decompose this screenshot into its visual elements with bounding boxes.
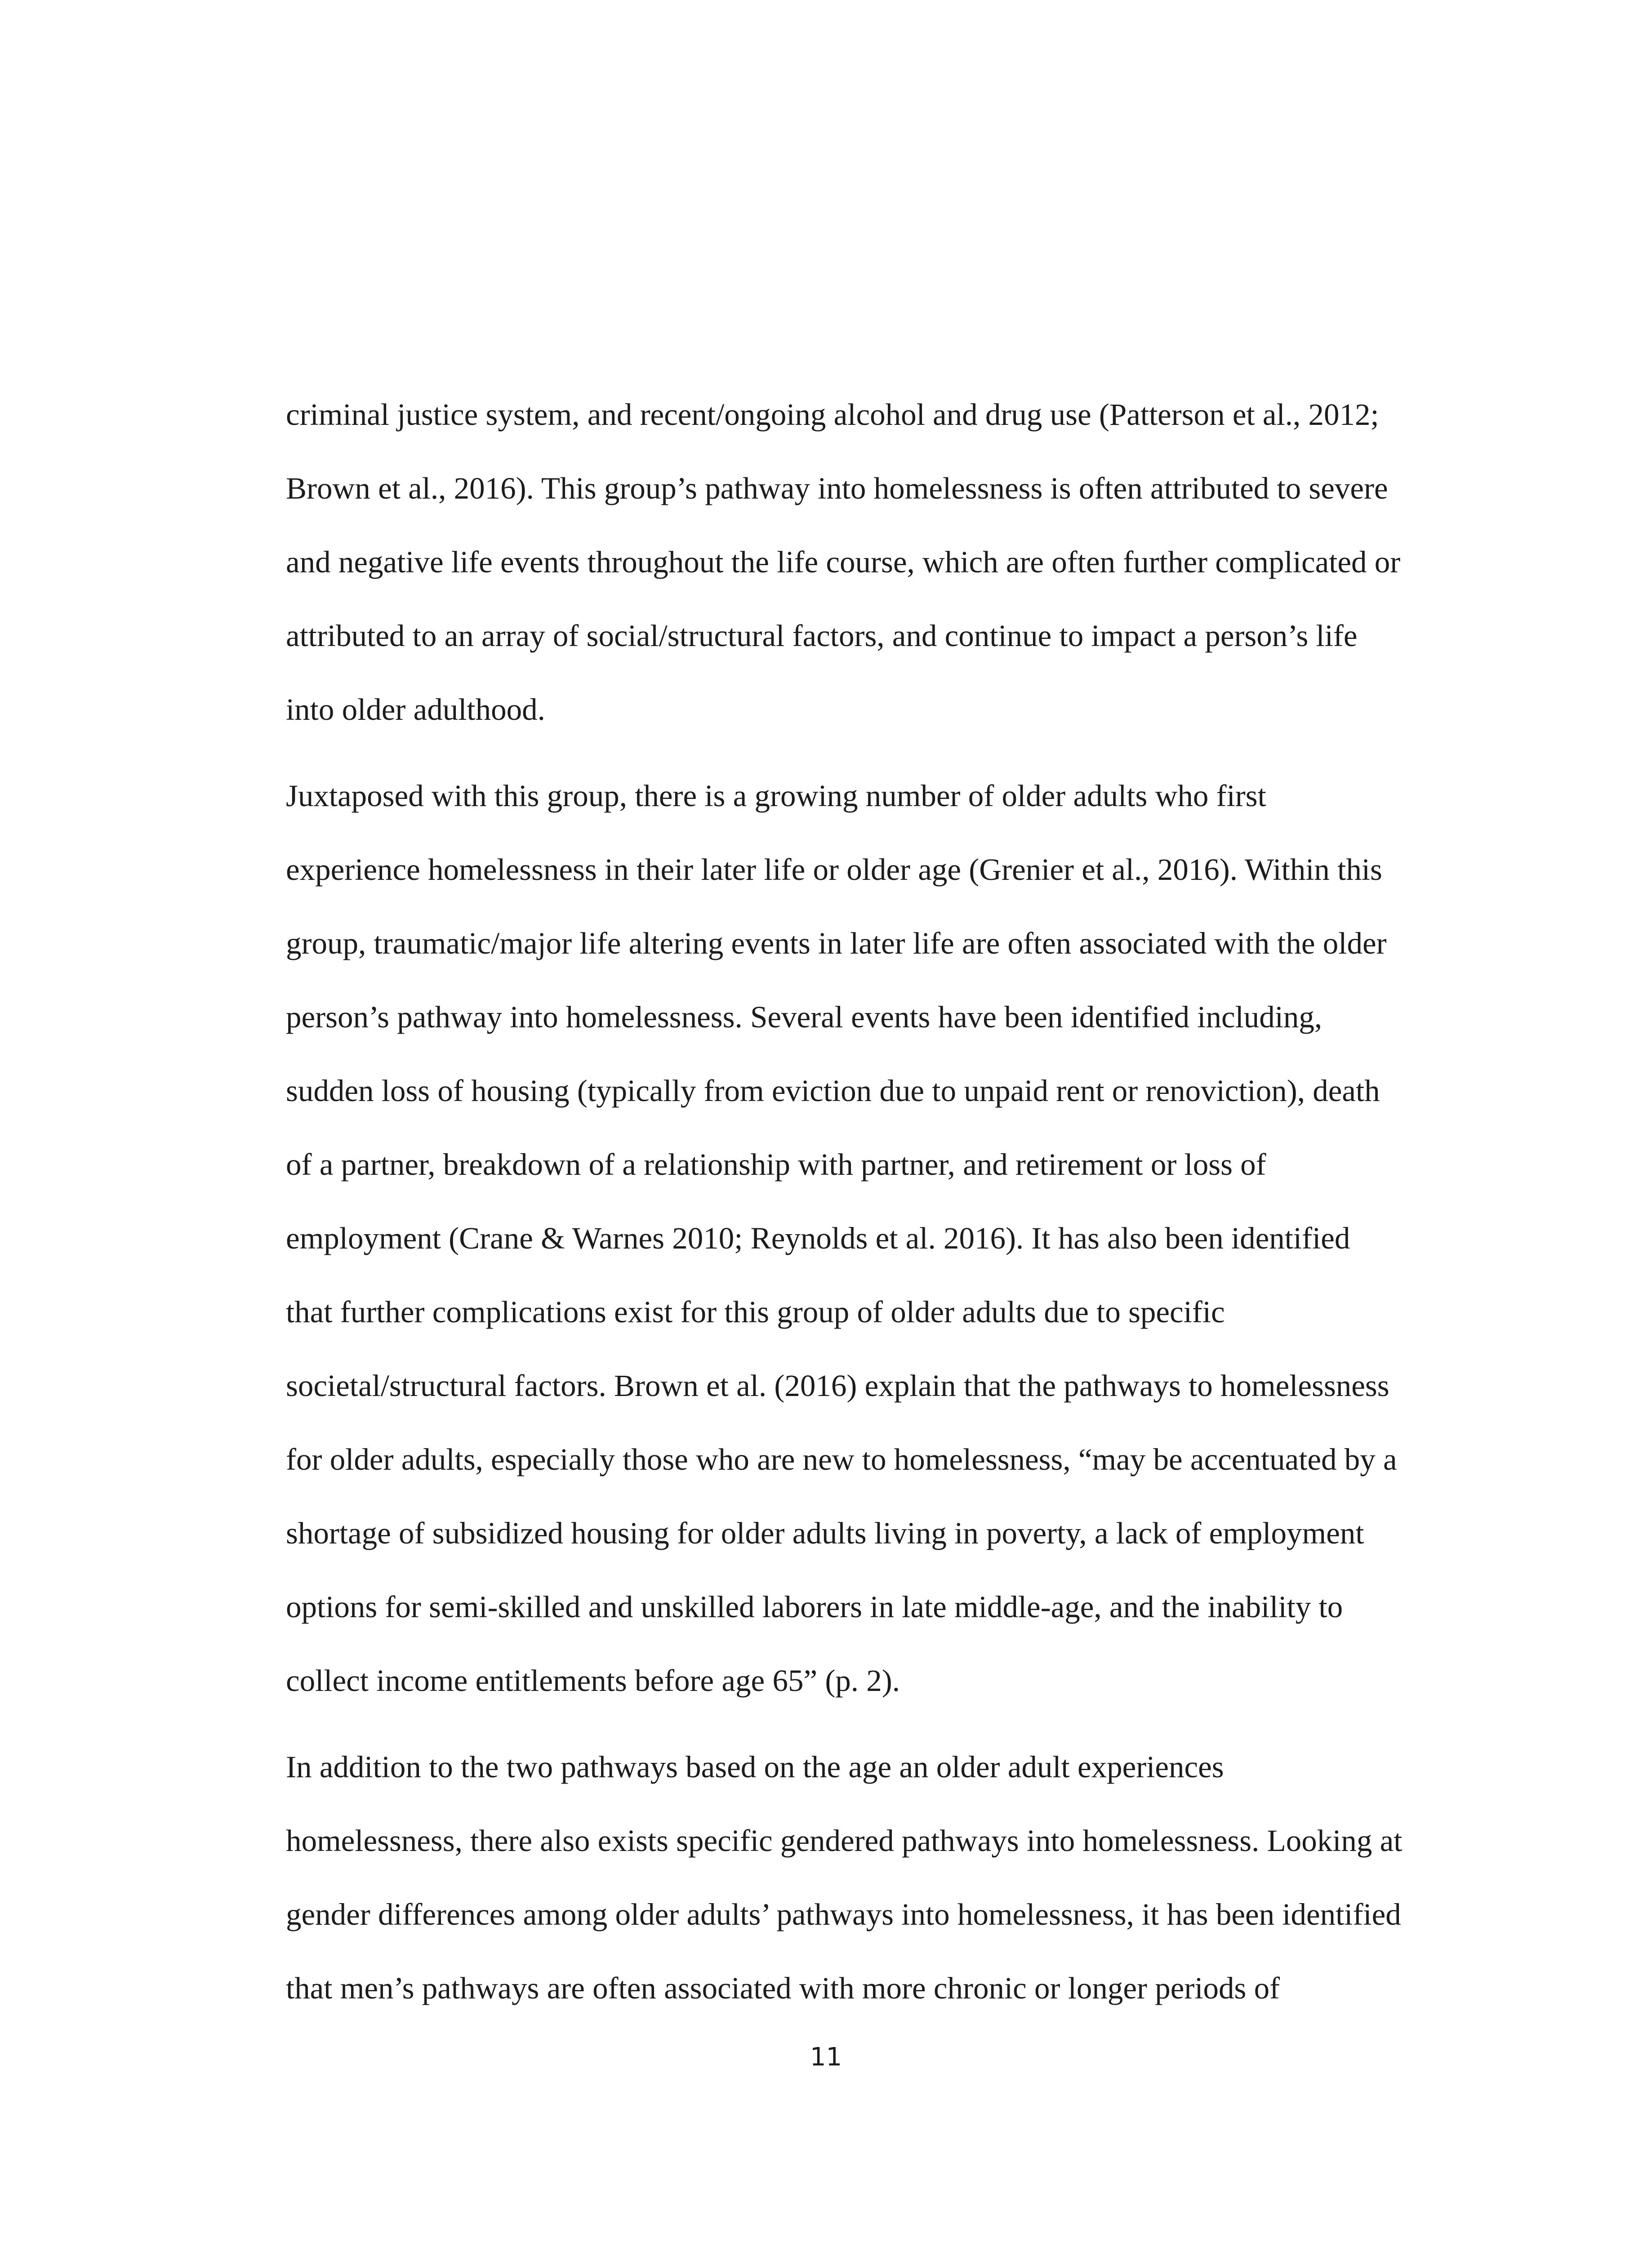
text-line: homelessness, there also exists specific gendered pathways into homelessness. Looking at bbox=[286, 1824, 1403, 1858]
text-line: criminal justice system, and recent/ongoing alcohol and drug use (Patterson et al., 2012; bbox=[286, 397, 1379, 432]
paragraph-spacer bbox=[286, 1717, 1491, 1730]
text-line: of a partner, breakdown of a relationship with partner, and retirement or loss of bbox=[286, 1147, 1266, 1182]
text-line: options for semi-skilled and unskilled laborers in late middle-age, and the inability to bbox=[286, 1590, 1343, 1624]
text-line: Brown et al., 2016). This group’s pathway into homelessness is often attributed to severe bbox=[286, 471, 1388, 505]
page-number: 11 bbox=[810, 2043, 842, 2072]
text-line: group, traumatic/major life altering events in later life are often associated with the older bbox=[286, 926, 1387, 960]
text-line: that men’s pathways are often associated with more chronic or longer periods of bbox=[286, 1971, 1280, 2005]
text-line: Juxtaposed with this group, there is a growing number of older adults who first bbox=[286, 779, 1266, 813]
text-line: sudden loss of housing (typically from eviction due to unpaid rent or renoviction), death bbox=[286, 1074, 1380, 1108]
text-line: that further complications exist for this group of older adults due to specific bbox=[286, 1295, 1225, 1329]
text-line: person’s pathway into homelessness. Several events have been identified including, bbox=[286, 1000, 1322, 1034]
text-line: employment (Crane & Warnes 2010; Reynolds et al. 2016). It has also been identified bbox=[286, 1221, 1350, 1255]
text-line: collect income entitlements before age 65” (p. 2). bbox=[286, 1664, 900, 1698]
text-line: into older adulthood. bbox=[286, 692, 545, 727]
text-line: gender differences among older adults’ pathways into homelessness, it has been identified bbox=[286, 1897, 1401, 1931]
text-line: In addition to the two pathways based on the age an older adult experiences bbox=[286, 1750, 1224, 1784]
text-line: and negative life events throughout the life course, which are often further complicated or bbox=[286, 545, 1401, 579]
text-line: attributed to an array of social/structural factors, and continue to impact a person’s life bbox=[286, 619, 1358, 653]
paragraph-spacer bbox=[286, 746, 1491, 759]
body-text bbox=[286, 378, 1491, 2025]
text-line: for older adults, especially those who are new to homelessness, “may be accentuated by a bbox=[286, 1442, 1397, 1476]
paragraph-1 bbox=[286, 378, 1491, 746]
text-line: experience homelessness in their later life or older age (Grenier et al., 2016). Within this bbox=[286, 852, 1382, 887]
text-line: societal/structural factors. Brown et al. (2016) explain that the pathways to homelessness bbox=[286, 1369, 1389, 1403]
paragraph-2 bbox=[286, 759, 1491, 1717]
text-line: shortage of subsidized housing for older adults living in poverty, a lack of employment bbox=[286, 1516, 1364, 1550]
paragraph-3 bbox=[286, 1730, 1491, 2025]
